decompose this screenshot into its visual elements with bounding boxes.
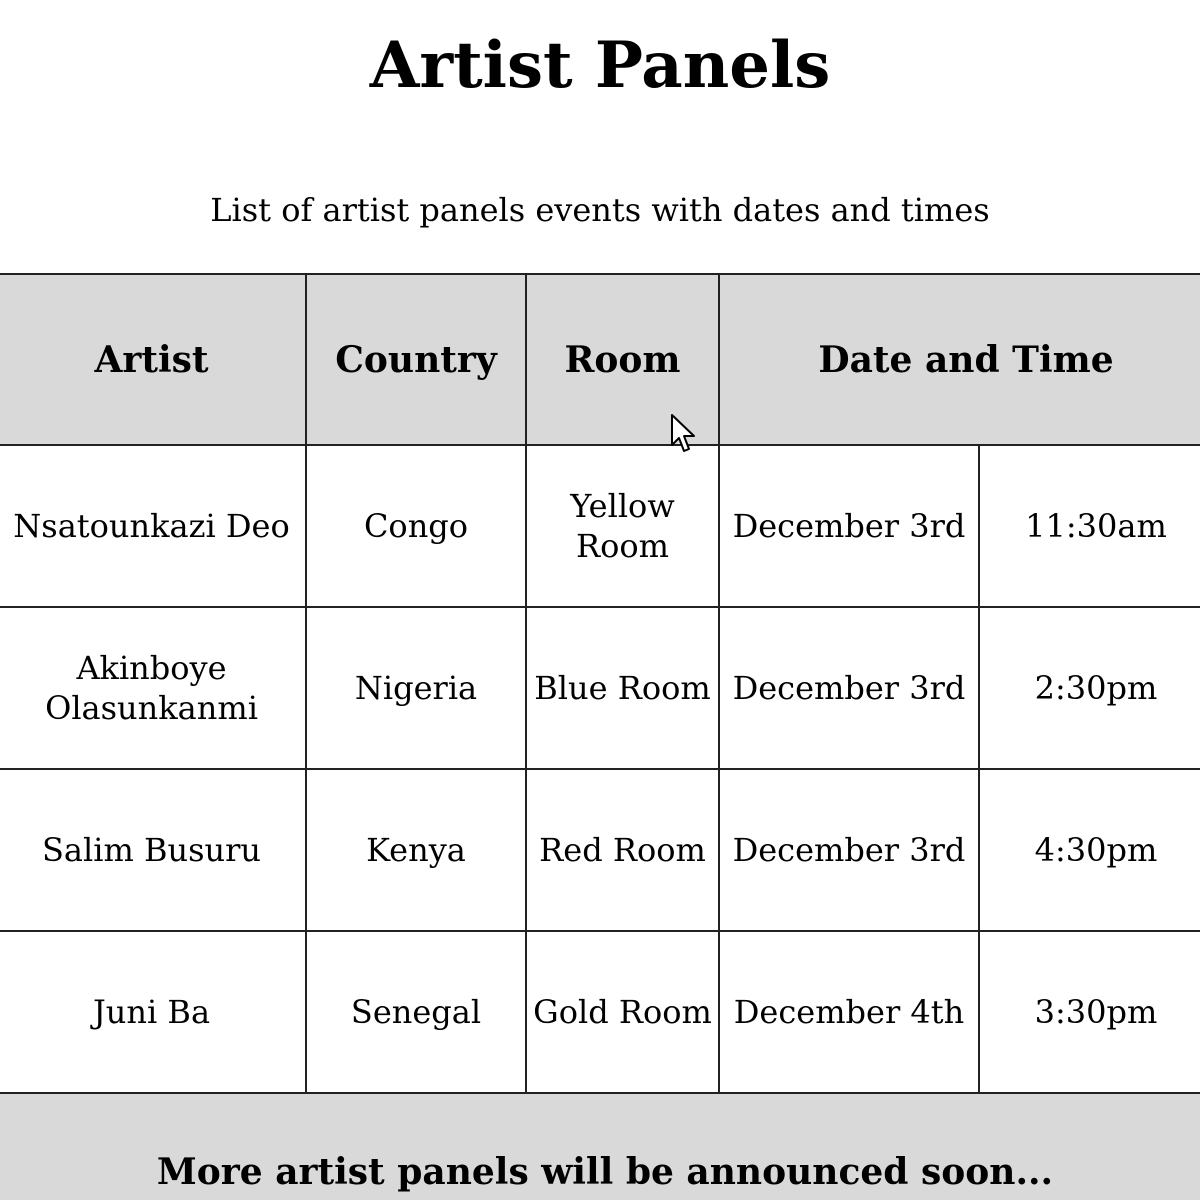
mouse-pointer-icon bbox=[670, 413, 696, 455]
date-cell: December 4th bbox=[719, 931, 979, 1093]
header-row bbox=[0, 274, 1200, 445]
table-row bbox=[0, 607, 1200, 769]
country-cell: Congo bbox=[306, 445, 526, 607]
table-caption: List of artist panels events with dates and times bbox=[210, 191, 990, 229]
page-title: Artist Panels bbox=[369, 28, 831, 103]
time-cell: 2:30pm bbox=[979, 607, 1200, 769]
country-cell: Kenya bbox=[306, 769, 526, 931]
table-row bbox=[0, 931, 1200, 1093]
table-row bbox=[0, 445, 1200, 607]
table-footer-note: More artist panels will be announced soon... bbox=[0, 1093, 1200, 1200]
time-cell: 11:30am bbox=[979, 445, 1200, 607]
time-cell: 3:30pm bbox=[979, 931, 1200, 1093]
country-cell: Senegal bbox=[306, 931, 526, 1093]
artist-panels-table bbox=[0, 273, 1200, 1200]
artist-cell: Nsatounkazi Deo bbox=[0, 445, 306, 607]
room-cell: Yellow Room bbox=[526, 445, 719, 607]
footer-row bbox=[0, 1093, 1200, 1200]
date-cell: December 3rd bbox=[719, 769, 979, 931]
artist-cell: Salim Busuru bbox=[0, 769, 306, 931]
header-date-and-time: Date and Time bbox=[719, 274, 1200, 445]
artist-cell: Juni Ba bbox=[0, 931, 306, 1093]
artist-cell: Akinboye Olasunkanmi bbox=[0, 607, 306, 769]
table-row bbox=[0, 769, 1200, 931]
room-cell: Blue Room bbox=[526, 607, 719, 769]
room-cell: Red Room bbox=[526, 769, 719, 931]
country-cell: Nigeria bbox=[306, 607, 526, 769]
room-cell: Gold Room bbox=[526, 931, 719, 1093]
header-artist: Artist bbox=[0, 274, 306, 445]
header-country: Country bbox=[306, 274, 526, 445]
date-cell: December 3rd bbox=[719, 445, 979, 607]
header-room: Room bbox=[526, 274, 719, 445]
time-cell: 4:30pm bbox=[979, 769, 1200, 931]
date-cell: December 3rd bbox=[719, 607, 979, 769]
